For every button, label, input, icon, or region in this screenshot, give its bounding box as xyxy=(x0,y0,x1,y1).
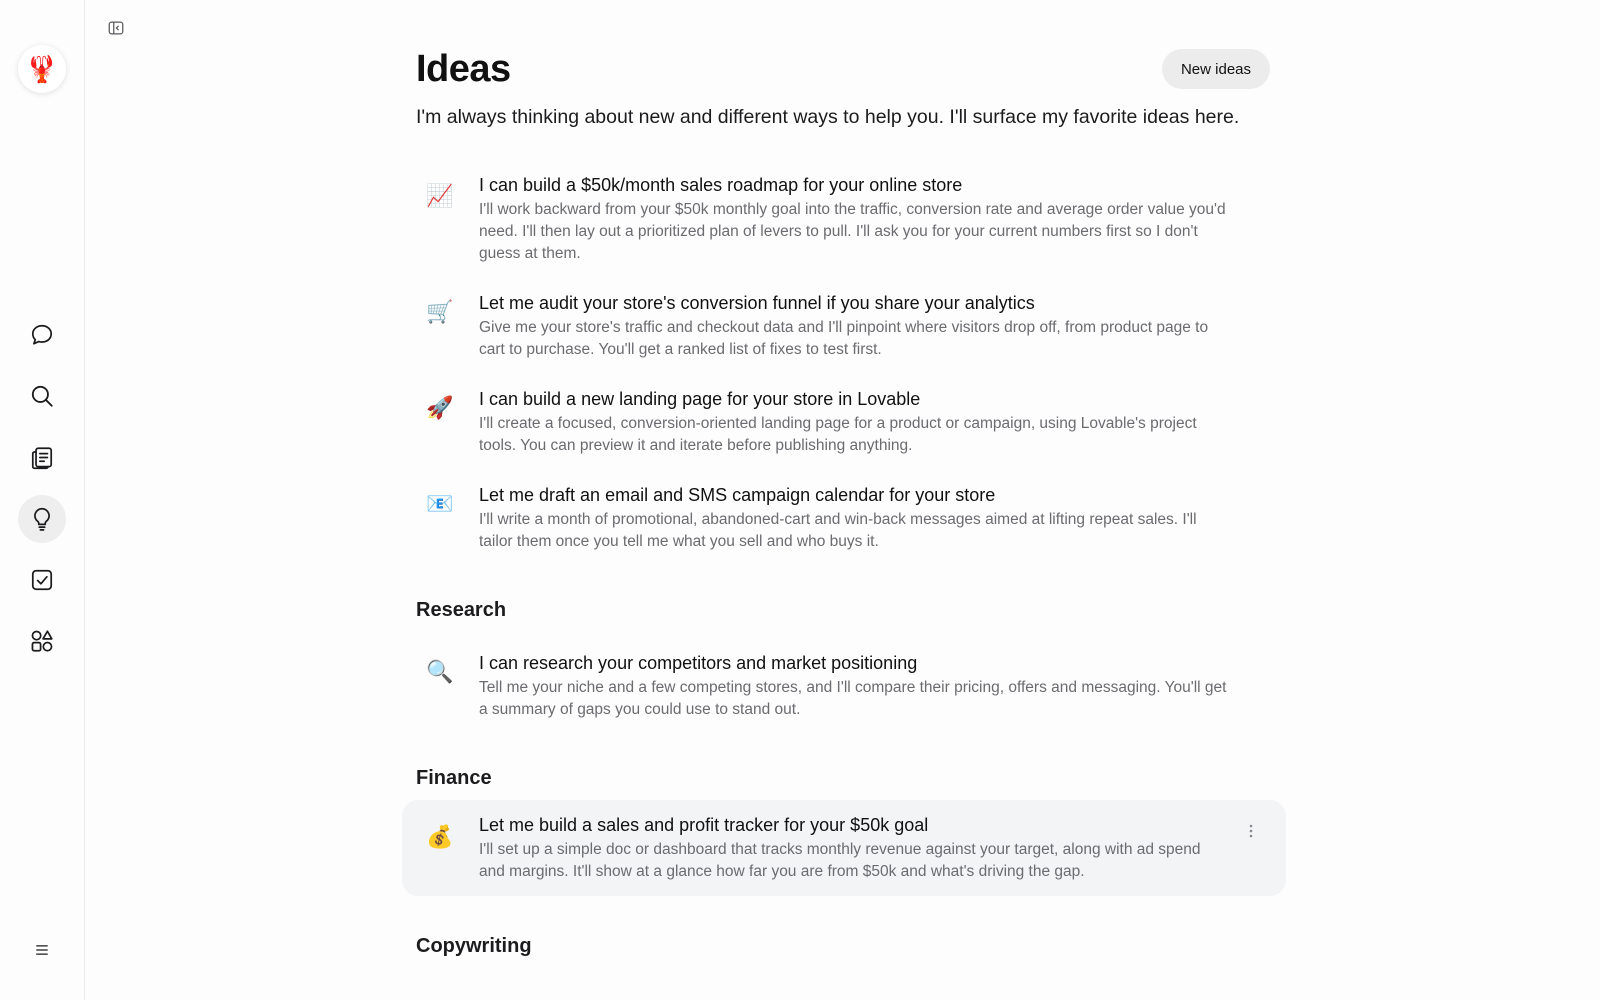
sidebar-rail xyxy=(0,0,85,1000)
idea-description: I'll create a focused, conversion-oriented landing page for a product or campaign, using Lovable's project tools. You can preview it and iterate before publishing anything. xyxy=(479,415,1197,454)
chat-bubble-icon xyxy=(29,322,55,348)
chart-increasing-icon: 📈 xyxy=(426,183,454,208)
rocket-icon: 🚀 xyxy=(426,395,454,420)
section-title-finance: Finance xyxy=(416,767,492,789)
shapes-icon xyxy=(29,628,55,654)
page-title: Ideas xyxy=(416,48,511,90)
idea-title: I can research your competitors and market positioning xyxy=(479,653,918,673)
idea-description: Give me your store's traffic and checkout data and I'll pinpoint where visitors drop off, from product page to cart to purchase. You'll get a ranked list of fixes to test first. xyxy=(479,319,1209,358)
lobster-icon: 🦞 xyxy=(25,54,59,84)
sidebar-item-ideas[interactable] xyxy=(18,495,66,543)
envelope-icon: 📧 xyxy=(426,491,454,516)
page-subtitle: I'm always thinking about new and different ways to help you. I'll surface my favorite ideas here. xyxy=(416,106,1240,128)
sidebar-item-docs[interactable] xyxy=(18,434,66,482)
sidebar-toggle-button[interactable] xyxy=(104,16,128,40)
idea-title: I can build a $50k/month sales roadmap for your online store xyxy=(479,175,963,195)
section-title-copywriting: Copywriting xyxy=(416,935,532,957)
lightbulb-icon xyxy=(29,506,55,532)
avatar[interactable] xyxy=(18,45,66,93)
new-ideas-button[interactable]: New ideas xyxy=(1162,49,1270,89)
idea-card[interactable] xyxy=(402,646,1286,726)
search-icon xyxy=(29,383,55,409)
hamburger-menu-icon xyxy=(33,941,51,959)
idea-title: Let me build a sales and profit tracker for your $50k goal xyxy=(479,815,929,835)
idea-title: I can build a new landing page for your store in Lovable xyxy=(479,389,921,409)
sidebar-item-search[interactable] xyxy=(18,372,66,420)
sidebar-toggle-icon xyxy=(107,19,125,37)
idea-description: Tell me your niche and a few competing stores, and I'll compare their pricing, offers and messaging. You'll get a summary of gaps you could use to stand out. xyxy=(479,679,1227,718)
section-title-research: Research xyxy=(416,599,507,621)
checkbox-icon xyxy=(29,567,55,593)
money-bag-icon: 💰 xyxy=(426,824,454,849)
idea-title: Let me audit your store's conversion funnel if you share your analytics xyxy=(479,293,1035,313)
sidebar-item-tasks[interactable] xyxy=(18,556,66,604)
idea-description: I'll work backward from your $50k monthly goal into the traffic, conversion rate and average order value you'd need. I'll then lay out a prioritized plan of levers to pull. I'll ask you for your current numbers first so I don't guess at them. xyxy=(479,201,1226,262)
idea-description: I'll write a month of promotional, abandoned-cart and win-back messages aimed at lifting repeat sales. I'll tailor them once you tell me what you sell and who buys it. xyxy=(479,511,1197,550)
idea-card[interactable] xyxy=(402,286,1286,366)
vertical-ellipsis-icon xyxy=(1249,824,1253,838)
sidebar-item-chat[interactable] xyxy=(18,311,66,359)
idea-card[interactable] xyxy=(402,478,1286,558)
idea-card[interactable] xyxy=(402,382,1286,462)
shopping-cart-icon: 🛒 xyxy=(426,299,454,324)
idea-title: Let me draft an email and SMS campaign calendar for your store xyxy=(479,485,996,505)
idea-description: I'll set up a simple doc or dashboard that tracks monthly revenue against your target, along with ad spend and margins. It'll show at a glance how far you are from $50k and what's driving the gap. xyxy=(479,841,1201,880)
idea-card[interactable] xyxy=(402,800,1286,896)
document-icon xyxy=(29,445,55,471)
menu-button[interactable] xyxy=(18,926,66,974)
more-options-button[interactable] xyxy=(1242,822,1260,840)
sidebar-item-apps[interactable] xyxy=(18,617,66,665)
idea-card[interactable] xyxy=(402,168,1286,272)
magnifying-glass-icon: 🔍 xyxy=(426,659,454,684)
